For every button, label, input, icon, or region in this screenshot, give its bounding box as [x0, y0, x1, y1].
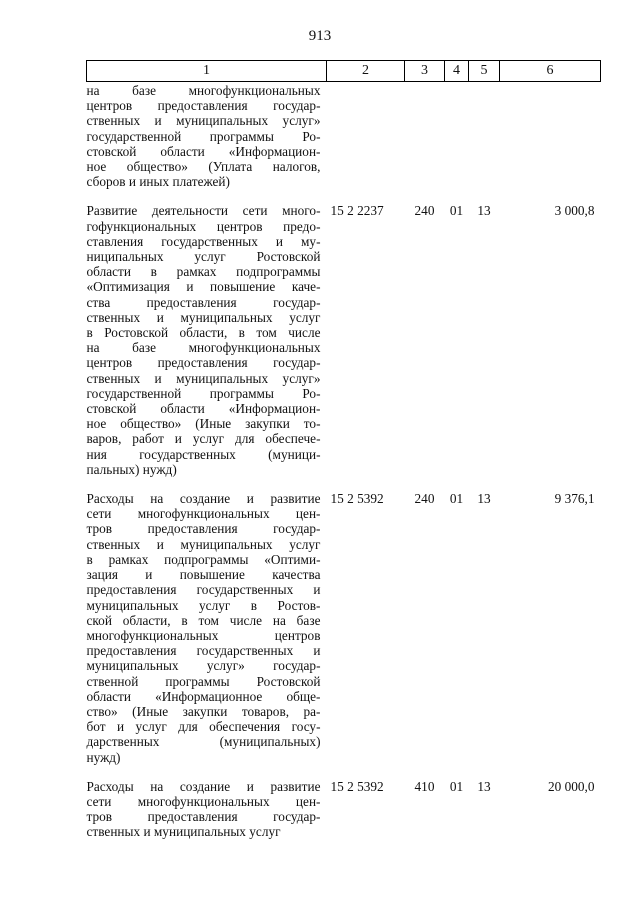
- description-line: центров предоставления государ-: [86, 355, 321, 371]
- description-line: пальных) нужд): [86, 461, 177, 477]
- budget-table: [86, 60, 601, 840]
- description-line: предоставления государственных и: [86, 582, 321, 598]
- row-description: [87, 477, 327, 765]
- row-subsection: 13: [477, 778, 491, 794]
- row-section: 01: [449, 491, 464, 507]
- description-line: ниципальных услуг Ростовской: [86, 249, 321, 265]
- description-line: ственных и муниципальных услуг»: [86, 113, 321, 129]
- row-subsection: [469, 82, 500, 190]
- header-col-6: 6: [500, 61, 601, 82]
- description-line: ственных и муниципальных услуг»: [86, 370, 321, 386]
- row-expense-type: 240: [414, 491, 435, 507]
- header-col-4: 4: [445, 61, 469, 82]
- header-row: [87, 61, 601, 82]
- page-number: 913: [308, 28, 332, 44]
- description-line: ное общество» (Уплата налогов,: [86, 159, 321, 175]
- row-expense-type: 240: [414, 203, 435, 219]
- description-line: гофункциональных центров предо-: [86, 218, 321, 234]
- table-body: [87, 82, 601, 840]
- description-line: муниципальных услуг в Ростов-: [86, 597, 321, 613]
- row-subsection: 13: [477, 491, 491, 507]
- description-line: «Оптимизация и повышение каче-: [86, 279, 321, 295]
- row-expense-type: [405, 82, 445, 190]
- description-line: Расходы на создание и развитие: [86, 778, 321, 794]
- row-amount: 20 000,0: [547, 778, 595, 794]
- description-line: тров предоставления государ-: [86, 521, 321, 537]
- row-target-code: 15 2 5392: [330, 778, 384, 794]
- table-row: [87, 82, 601, 190]
- header-col-2: 2: [327, 61, 405, 82]
- row-target-code: [327, 82, 405, 190]
- header-col-1: 1: [87, 61, 327, 82]
- description-line: многофункциональных центров: [86, 627, 321, 643]
- table-row: [87, 477, 601, 765]
- row-description: [87, 82, 327, 190]
- row-amount: 3 000,8: [554, 203, 595, 219]
- description-line: области «Информационное обще-: [86, 688, 321, 704]
- description-line: стовской области «Информацион-: [86, 143, 321, 159]
- description-line: сборов и иных платежей): [86, 174, 230, 190]
- description-line: Развитие деятельности сети много-: [86, 203, 321, 219]
- description-line: на базе многофункциональных: [86, 83, 321, 98]
- row-target-code: 15 2 2237: [330, 203, 384, 219]
- description-line: в Ростовской области, в том числе: [86, 325, 321, 341]
- header-col-5: 5: [469, 61, 500, 82]
- description-line: варов, работ и услуг для обеспече-: [86, 431, 321, 447]
- row-target-code: 15 2 5392: [330, 491, 384, 507]
- row-section: 01: [449, 203, 464, 219]
- description-line: дарственных (муниципальных): [86, 734, 321, 750]
- description-line: центров предоставления государ-: [86, 98, 321, 114]
- description-line: ственных и муниципальных услуг: [86, 536, 321, 552]
- description-line: области в рамках подпрограммы: [86, 264, 321, 280]
- description-line: ное общество» (Иные закупки то-: [86, 416, 321, 432]
- description-line: ственных и муниципальных услуг: [86, 309, 321, 325]
- description-line: зация и повышение качества: [86, 567, 321, 583]
- description-line: сети многофункциональных цен-: [86, 506, 321, 522]
- row-section: 01: [449, 778, 464, 794]
- description-line: государственной программы Ро-: [86, 385, 321, 401]
- row-description: [87, 189, 327, 477]
- description-line: ской области, в том числе на базе: [86, 612, 321, 628]
- table-row: [87, 189, 601, 477]
- description-line: ставления государственных и му-: [86, 233, 321, 249]
- description-line: стовской области «Информацион-: [86, 401, 321, 417]
- description-line: ния государственных (муници-: [86, 446, 321, 462]
- description-line: тров предоставления государ-: [86, 809, 321, 825]
- row-amount: [500, 82, 601, 190]
- row-expense-type: 410: [414, 778, 435, 794]
- description-line: муниципальных услуг» государ-: [86, 658, 321, 674]
- table-header: [87, 61, 601, 82]
- table-row: [87, 765, 601, 840]
- description-line: на базе многофункциональных: [86, 340, 321, 356]
- description-line: бот и услуг для обеспечения госу-: [86, 719, 321, 735]
- description-line: ственных и муниципальных услуг: [86, 824, 281, 840]
- row-amount: 9 376,1: [554, 491, 595, 507]
- description-line: Расходы на создание и развитие: [86, 491, 321, 507]
- description-line: ство» (Иные закупки товаров, ра-: [86, 703, 321, 719]
- description-line: государственной программы Ро-: [86, 128, 321, 144]
- row-section: [445, 82, 469, 190]
- description-line: сети многофункциональных цен-: [86, 793, 321, 809]
- header-col-3: 3: [405, 61, 445, 82]
- row-subsection: 13: [477, 203, 491, 219]
- row-description: [87, 765, 327, 840]
- description-line: ственной программы Ростовской: [86, 673, 321, 689]
- description-line: нужд): [86, 749, 121, 765]
- description-line: предоставления государственных и: [86, 643, 321, 659]
- description-line: ства предоставления государ-: [86, 294, 321, 310]
- description-line: в рамках подпрограммы «Оптими-: [86, 551, 321, 567]
